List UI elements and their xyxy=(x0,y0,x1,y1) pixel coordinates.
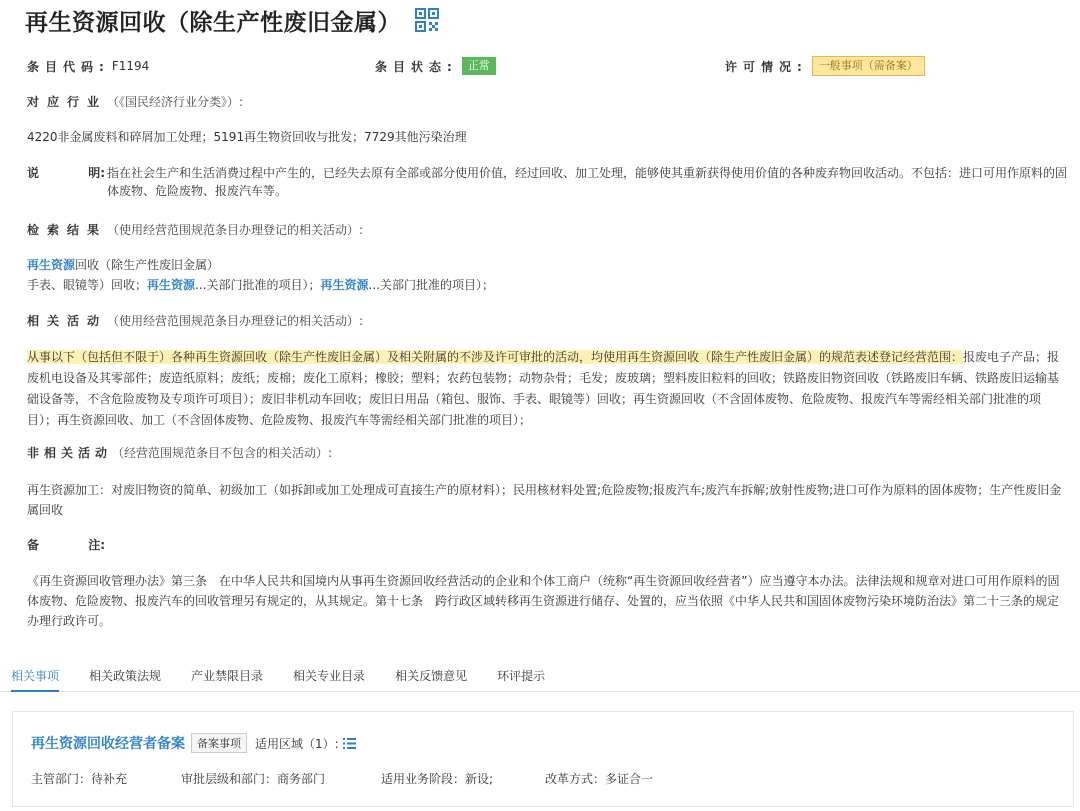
search-note: （使用经营范围规范条目办理登记的相关活动）: xyxy=(107,223,364,237)
permit-label: 许可情况: xyxy=(725,59,808,74)
tab-bar xyxy=(0,664,1080,692)
industry-label: 对应行业 xyxy=(27,95,108,109)
entry-status-label: 条目状态: xyxy=(375,59,458,74)
industry-note: （《国民经济行业分类》）: xyxy=(107,95,244,109)
card-header xyxy=(31,732,356,754)
remarks-label xyxy=(27,536,107,554)
search-heading xyxy=(27,221,1067,239)
permit-badge: 一般事项（需备案） xyxy=(812,56,925,76)
card-title-link[interactable]: 再生资源回收经营者备案 xyxy=(31,736,185,752)
description-label-b: 明: xyxy=(88,166,105,180)
entry-status xyxy=(375,56,496,76)
entry-code xyxy=(27,56,149,76)
tab-5[interactable]: 相关反馈意见 xyxy=(395,669,468,683)
applicable-area: 适用区域（1）: xyxy=(255,736,339,751)
related-rest: 报废电子产品；报废机电设备及其零部件；废造纸原料；废纸；废棉；废化工原料；橡胶；塑料；农药包装物；动物杂骨；毛发；废玻璃；塑料废旧粒料的回收；铁路废旧物资回收（铁路废旧车辆、铁路废旧运输基础设备等，不含危险废物及专项许可项目）；废旧非机动车回收；废旧日用品（箱包、服饰、手表、眼镜等）回收；再生资源回收（不含固体废物、危险废物、报废汽车等需经相关部门批准的项目）；再生资源回收、加工（不含固体废物、危险废物、报废汽车等需经相关部门批准的项目）； xyxy=(27,350,1060,427)
search-result-text: ...关部门批准的项目）； xyxy=(368,278,494,292)
remarks-label-a: 备 xyxy=(27,538,40,552)
industry-value: 4220非金属废料和碎屑加工处理；5191再生物资回收与批发；7729其他污染治理 xyxy=(27,130,467,144)
description-label xyxy=(27,164,107,200)
unrelated-heading xyxy=(27,444,1067,462)
tab-6[interactable]: 环评提示 xyxy=(497,669,546,683)
approval-level: 审批层级和部门：商务部门 xyxy=(181,772,326,786)
unrelated-note: （经营范围规范条目不包含的相关活动）: xyxy=(112,446,333,460)
qr-code-icon[interactable] xyxy=(415,8,439,32)
page-title: 再生资源回收（除生产性废旧金属） xyxy=(25,9,401,36)
industry-heading xyxy=(27,93,1067,111)
search-result-link[interactable]: 再生资源 xyxy=(27,258,76,272)
list-icon[interactable] xyxy=(343,738,356,749)
tab-1[interactable]: 相关事项 xyxy=(11,664,59,692)
card-fields xyxy=(31,770,1071,788)
related-note: （使用经营范围规范条目办理登记的相关活动）: xyxy=(107,314,364,328)
remarks-label-b: 注: xyxy=(88,538,105,552)
status-badge: 正常 xyxy=(462,57,496,75)
business-stage: 适用业务阶段：新设; xyxy=(381,772,494,786)
tab-2[interactable]: 相关政策法规 xyxy=(89,669,162,683)
meta-row xyxy=(27,56,1067,76)
reform-method: 改革方式：多证合一 xyxy=(545,772,654,786)
description-label-a: 说 xyxy=(27,166,40,180)
search-label: 检索结果 xyxy=(27,223,108,237)
remarks-text: 《再生资源回收管理办法》第三条 在中华人民共和国境内从事再生资源回收经营活动的企业和个体工商户（统称“再生资源回收经营者”）应当遵守本办法。法律法规和规章对进口可用作原料的固体废物、危险废物、报废汽车的回收管理另有规定的，从其规定。第十七条 跨行政区域转移再生资源进行储存、处置的，应当依照《中华人民共和国固体废物污染环境防治法》第二十三条的规定办理行政许可。 xyxy=(27,574,1060,628)
search-result-2 xyxy=(27,276,1067,294)
permit-status xyxy=(725,56,925,76)
description-text: 指在社会生产和生活消费过程中产生的，已经失去原有全部或部分使用价值，经过回收、加工处理，能够使其重新获得使用价值的各种废弃物回收活动。不包括：进口可用作原料的固体废物、危险废物、报废汽车等。 xyxy=(107,166,1068,198)
tab-4[interactable]: 相关专业目录 xyxy=(293,669,366,683)
remarks-heading xyxy=(27,536,1067,554)
related-heading xyxy=(27,312,1067,330)
search-result-text: 手表、眼镜等）回收； xyxy=(27,278,148,292)
related-highlight: 从事以下（包括但不限于）各种再生资源回收（除生产性废旧金属）及相关附属的不涉及许可审批的活动，均使用再生资源回收（除生产性废旧金属）的规范表述登记经营范围： xyxy=(27,350,964,364)
competent-department: 主管部门：待补充 xyxy=(31,772,128,786)
search-result-link[interactable]: 再生资源 xyxy=(320,278,369,292)
unrelated-text: 再生资源加工：对废旧物资的简单、初级加工（如拆卸或加工处理成可直接生产的原材料）；民用核材料处置;危险废物;报废汽车;废汽车拆解;放射性废物;进口可作为原料的固体废物；生产性废旧金属回收 xyxy=(27,483,1062,517)
related-text xyxy=(27,347,1067,431)
tab-3[interactable]: 产业禁限目录 xyxy=(191,669,264,683)
description xyxy=(27,164,1067,200)
entry-code-value: F1194 xyxy=(111,59,150,73)
title-row xyxy=(25,3,439,37)
filing-tag: 备案事项 xyxy=(191,733,247,753)
search-result-text: 回收（除生产性废旧金属） xyxy=(75,258,220,272)
unrelated-label: 非相关活动 xyxy=(27,446,113,460)
search-result-link[interactable]: 再生资源 xyxy=(147,278,196,292)
search-result-1 xyxy=(27,256,1067,274)
related-item-card xyxy=(12,711,1074,807)
related-label: 相关活动 xyxy=(27,314,108,328)
entry-code-label: 条目代码: xyxy=(27,59,110,74)
search-result-text: ...关部门批准的项目）； xyxy=(195,278,321,292)
